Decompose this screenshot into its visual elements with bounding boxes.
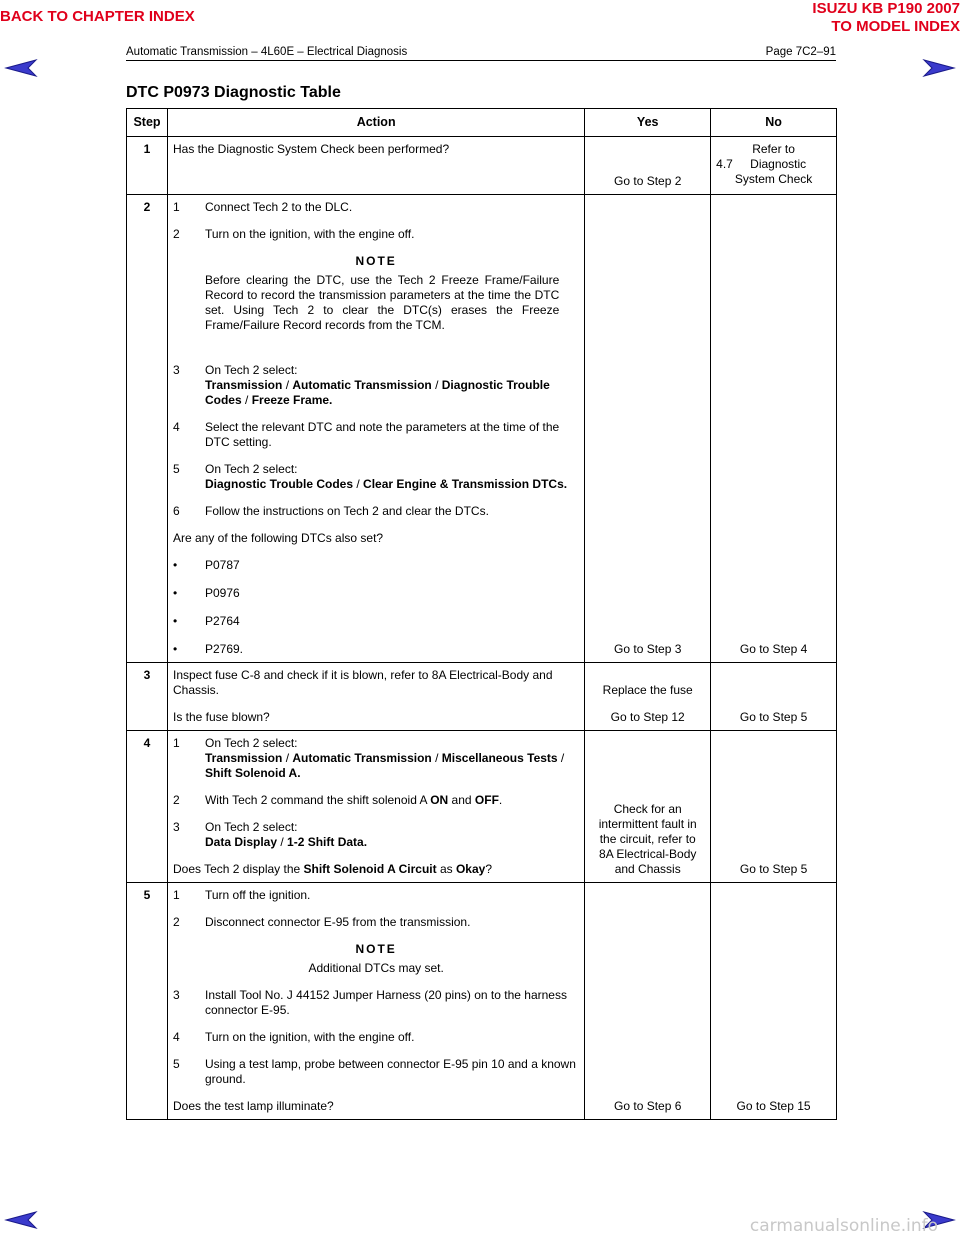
yes-text: 8A Electrical-Body [599,847,697,861]
table-row [127,137,837,195]
yes-text: Replace the fuse [602,683,693,697]
yes-text: Go to Step 6 [614,1099,682,1113]
yes-result [585,731,711,883]
table-row [127,731,837,883]
back-to-chapter-index-link[interactable]: BACK TO CHAPTER INDEX [0,8,195,25]
question-text: Does Tech 2 display the Shift Solenoid A Circuit as Okay? [172,862,493,876]
instruction-text: On Tech 2 select: Transmission / Automatic Transmission / Miscellaneous Tests / Shift Solenoid A. [204,736,565,780]
instruction-text: On Tech 2 select: Diagnostic Trouble Codes / Clear Engine & Transmission DTCs. [204,462,568,491]
table-row [127,663,837,731]
action-text: Inspect fuse C-8 and check if it is blown, refer to 8A Electrical-Body and Chassis. [172,668,553,697]
note-heading: NOTE [355,254,397,268]
instruction-text: On Tech 2 select: Data Display / 1-2 Shift Data. [204,820,368,849]
no-result [711,663,837,731]
header-page-number: Page 7C2–91 [765,46,836,58]
instruction-text: Connect Tech 2 to the DLC. [204,200,353,214]
instruction-text: Install Tool No. J 44152 Jumper Harness (20 pins) on to the harness connector E-95. [204,988,567,1017]
no-text: Go to Step 15 [736,1099,811,1113]
watermark: carmanualsonline.info [749,1216,938,1236]
table-row [127,883,837,1120]
yes-text: Check for an [613,802,682,816]
column-header-action: Action [167,109,584,137]
diagnostic-table [126,108,837,1120]
yes-text: and Chassis [614,862,681,876]
yes-result [585,883,711,1120]
no-text: Go to Step 5 [739,862,808,876]
model-title: ISUZU KB P190 2007 [812,0,960,17]
instruction-text: Turn on the ignition, with the engine off. [204,1030,415,1044]
instruction-text: Select the relevant DTC and note the parameters at the time of the DTC setting. [204,420,560,449]
no-text: Refer to [752,142,795,156]
dtc-code: P0787 [204,558,240,572]
question-text: Does the test lamp illuminate? [172,1099,334,1113]
instruction-text: On Tech 2 select: Transmission / Automatic Transmission / Diagnostic Trouble Codes / Freeze Frame. [204,363,550,407]
no-text: System Check [734,172,813,186]
step-number: 3 [127,663,168,731]
no-result [711,137,837,195]
arrow-right-icon[interactable] [922,58,956,78]
step-number: 5 [127,883,168,1120]
yes-result [585,195,711,663]
action-text: Has the Diagnostic System Check been performed? [172,142,450,156]
header-section-title: Automatic Transmission – 4L60E – Electrical Diagnosis [126,46,408,58]
to-model-index-link[interactable]: TO MODEL INDEX [831,18,960,35]
question-text: Is the fuse blown? [172,710,270,724]
yes-text: intermittent fault in [598,817,697,831]
step-action [167,663,584,731]
yes-text: Go to Step 2 [614,174,682,188]
instruction-text: Using a test lamp, probe between connector E-95 pin 10 and a known ground. [204,1057,576,1086]
step-number: 2 [127,195,168,663]
yes-result [585,137,711,195]
instruction-text: With Tech 2 command the shift solenoid A ON and OFF. [204,793,503,807]
instruction-text: Disconnect connector E-95 from the transmission. [204,915,471,929]
page-title: DTC P0973 Diagnostic Table [126,84,341,101]
dtc-code: P0976 [204,586,240,600]
step-action: 1 Connect Tech 2 to the DLC. 2 Turn on the ignition, with the engine off. NOTE Before clearing the DTC, use the Tech 2 Freeze Frame/Failure Record to record the transmission parameters at the time the DTC set. Using Tech 2 to clear the DTC(s) erases the Freeze Frame/Failure Record records from the TCM. 3 On Tech 2 select: Transmission / Automatic Transmission / Diagnostic Trouble Codes / Freeze Frame. 4 Select the relevant DTC and note the parameters at the time of the DTC setting. 5 On Tech 2 select: Diagnostic Trouble Codes / Clear Engine & Transmission DTCs. 6 Follow the instructions on Tech 2 and clear the DTCs. Are any of the following DTCs also set? • P0787 • P0976 • P2764 • P2769. [167,195,584,663]
yes-text: Go to Step 3 [614,642,682,656]
instruction-text: Follow the instructions on Tech 2 and clear the DTCs. [204,504,489,518]
instruction-text: Turn on the ignition, with the engine off. [204,227,415,241]
note-text: Before clearing the DTC, use the Tech 2 Freeze Frame/Failure Record to record the transmission parameters at the time the DTC set. Using Tech 2 to clear the DTC(s) erases the Freeze Frame/Failure Record records from the TCM. [204,273,560,332]
note-heading: NOTE [355,942,397,956]
dtc-code: P2764 [204,614,240,628]
note-text: Additional DTCs may set. [308,961,444,975]
no-text: Go to Step 4 [739,642,808,656]
no-result [711,731,837,883]
step-number: 4 [127,731,168,883]
no-result [711,883,837,1120]
step-number: 1 [127,137,168,195]
dtc-code: P2769. [204,642,244,656]
column-header-step: Step [127,109,168,137]
arrow-left-icon[interactable] [4,58,38,78]
bullet-icon: • [172,586,178,600]
table-row [127,195,837,663]
column-header-yes: Yes [585,109,711,137]
step-action: 1 On Tech 2 select: Transmission / Automatic Transmission / Miscellaneous Tests / Shift Solenoid A. 2 With Tech 2 command the shift solenoid A ON and OFF. 3 On Tech 2 select: Data Display / 1-2 Shift Data. Does Tech 2 display the Shift Solenoid A Circuit as Okay? [167,731,584,883]
yes-result [585,663,711,731]
bullet-icon: • [172,614,178,628]
yes-text: the circuit, refer to [599,832,696,846]
column-header-no: No [711,109,837,137]
no-result [711,195,837,663]
step-action: 1 Turn off the ignition. 2 Disconnect connector E-95 from the transmission. NOTE Additional DTCs may set. 3 Install Tool No. J 44152 Jumper Harness (20 pins) on to the harness connector E-95. 4 Turn on the ignition, with the engine off. 5 Using a test lamp, probe between connector E-95 pin 10 and a known ground. Does the test lamp illuminate? [167,883,584,1120]
no-text: 4.7 Diagnostic [716,157,807,171]
instruction-text: Turn off the ignition. [204,888,311,902]
arrow-left-icon[interactable] [4,1210,38,1230]
question-text: Are any of the following DTCs also set? [172,531,384,545]
running-header [126,46,836,61]
step-action [167,137,584,195]
no-text: Go to Step 5 [739,710,808,724]
table-header-row [127,109,837,137]
bullet-icon: • [172,642,178,656]
bullet-icon: • [172,558,178,572]
yes-text: Go to Step 12 [610,710,685,724]
